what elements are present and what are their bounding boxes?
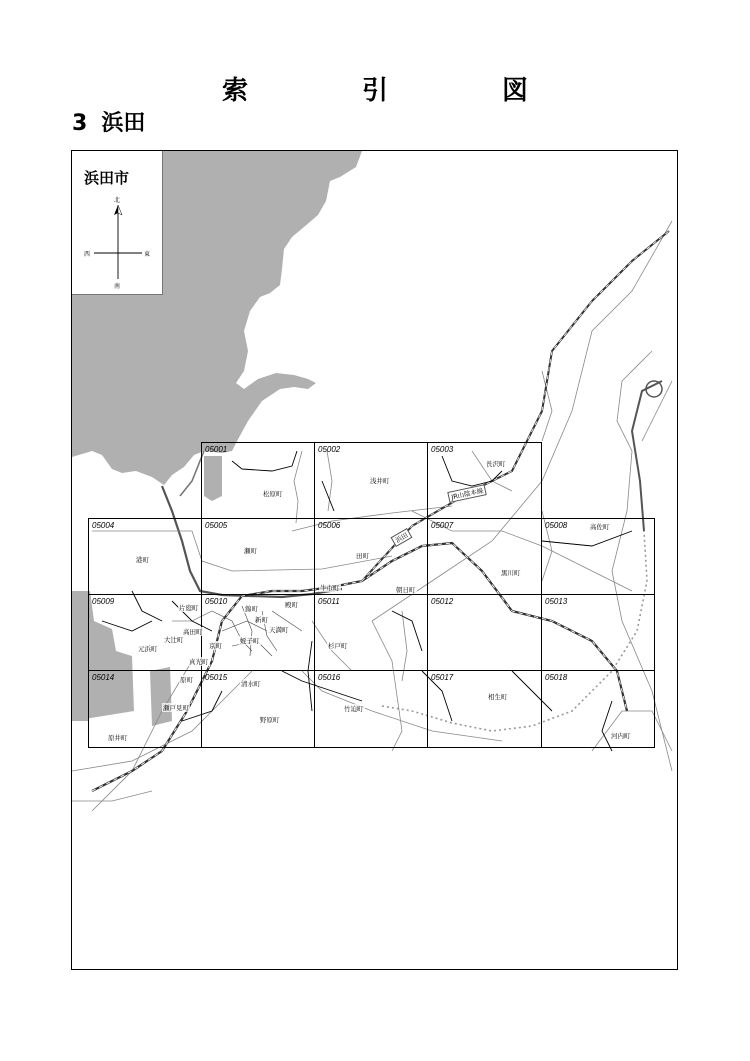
sheet-number: 05017 [431,673,454,682]
sheet-cell-05017[interactable] [427,670,542,748]
town-label: 田町 [356,552,369,560]
island [276,207,288,215]
town-label: 杉戸町 [328,642,348,650]
sheet-number: 05018 [545,673,568,682]
town-label: 原町 [180,676,193,684]
town-label: 瀬町 [244,547,257,555]
town-label: 河内町 [611,732,631,740]
city-name: 浜田市 [84,169,130,187]
section-number: 3 [72,111,88,136]
town-label: 高佐町 [590,523,610,531]
sheet-cell-05003[interactable] [427,442,542,519]
sheet-number: 05013 [545,597,568,606]
town-label: 朝日町 [396,586,416,594]
town-label: 瀬戸見町 [163,704,189,712]
town-label: 清水町 [241,680,261,688]
island [257,190,277,204]
section-name: 浜田 [101,111,146,136]
town-label: 牛市町 [320,584,340,592]
town-label: 京町 [209,642,222,650]
town-label: 高田町 [183,628,203,636]
interchange [646,381,662,397]
town-label: 長沢町 [486,460,506,468]
sheet-number: 05007 [431,521,454,530]
sheet-cell-05011[interactable] [314,594,428,671]
town-label: 竹迫町 [344,705,364,713]
compass-west: 西 [84,251,91,258]
town-label: 片庭町 [179,604,199,612]
town-label: 元浜町 [138,645,158,653]
town-label: 黒川町 [501,569,521,577]
sheet-cell-05001[interactable] [201,442,315,519]
sheet-number: 05010 [205,597,228,606]
sheet-number: 05004 [92,521,115,530]
town-label: 天満町 [269,626,289,634]
sheet-cell-05013[interactable] [541,594,655,671]
town-label: 新町 [255,616,268,624]
sheet-number: 05014 [92,673,115,682]
sheet-number: 05003 [431,445,454,454]
sheet-number: 05002 [318,445,341,454]
sheet-cell-05007[interactable] [427,518,542,595]
town-label: 浅井町 [370,477,390,485]
sheet-number: 05016 [318,673,341,682]
sheet-number: 05012 [431,597,454,606]
sheet-number: 05001 [205,445,228,454]
sheet-number: 05005 [205,521,228,530]
town-label: 港町 [136,556,149,564]
town-label: 原井町 [108,734,128,742]
sheet-number: 05015 [205,673,228,682]
index-map[interactable] [71,150,678,970]
town-label: 松原町 [263,490,283,498]
sheet-number: 05008 [545,521,568,530]
section-title [72,106,145,137]
railway-label: JR山陰本線 [447,484,487,503]
sheet-number: 05009 [92,597,115,606]
sheet-cell-05012[interactable] [427,594,542,671]
town-label: 真光町 [189,658,209,666]
sea-area-sw2 [72,671,88,721]
sheet-cell-05018[interactable] [541,670,655,748]
expressway [632,381,662,531]
town-label: 野原町 [260,716,280,724]
town-label: 相生町 [488,693,508,701]
town-label: 殿町 [285,601,298,609]
compass-east: 東 [144,251,151,258]
town-label: 蛭子町 [240,637,260,645]
compass-icon [72,151,162,294]
sheet-number: 05006 [318,521,341,530]
page-title: 索 引 図 [221,76,572,106]
compass-south: 南 [114,283,121,290]
sheet-number: 05011 [318,597,340,606]
station-label: 浜田 [391,528,413,547]
town-label: 大辻町 [164,636,184,644]
sheet-cell-05016[interactable] [314,670,428,748]
city-legend [72,151,163,295]
town-label: 錦町 [245,605,258,613]
sheet-cell-05005[interactable] [201,518,315,595]
compass-north: 北 [114,197,121,204]
